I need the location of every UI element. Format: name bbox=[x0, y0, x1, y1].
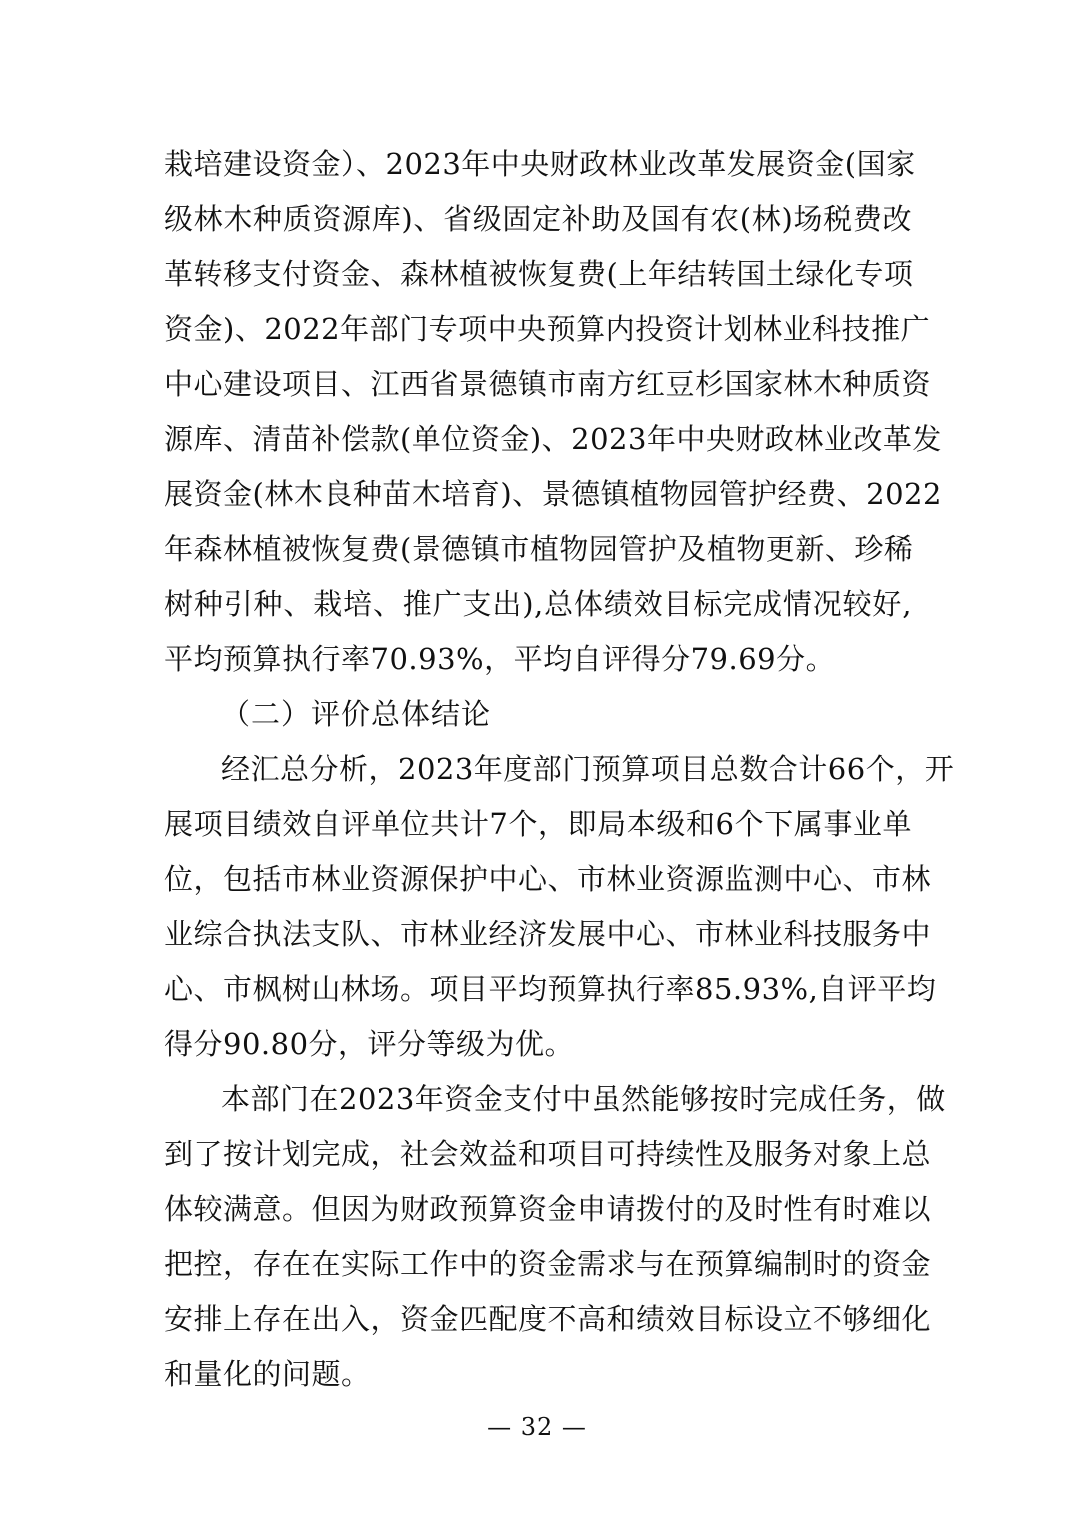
paragraph-line: 中心建设项目、江西省景德镇市南方红豆杉国家林木种质资 bbox=[164, 367, 932, 401]
paragraph-line: 革转移支付资金、森林植被恢复费(上年结转国土绿化专项 bbox=[164, 257, 914, 291]
paragraph-line: 平均预算执行率70.93%，平均自评得分79.69分。 bbox=[164, 642, 836, 676]
paragraph-line: 位，包括市林业资源保护中心、市林业资源监测中心、市林 bbox=[164, 862, 932, 896]
paragraph-line: 把控，存在在实际工作中的资金需求与在预算编制时的资金 bbox=[164, 1247, 932, 1281]
paragraph-line: 本部门在2023年资金支付中虽然能够按时完成任务，做 bbox=[221, 1082, 946, 1116]
paragraph-line: 经汇总分析，2023年度部门预算项目总数合计66个，开 bbox=[221, 752, 955, 786]
paragraph-line: 树种引种、栽培、推广支出),总体绩效目标完成情况较好, bbox=[164, 587, 912, 621]
page-number: — 32 — bbox=[487, 1413, 587, 1441]
paragraph-line: 心、市枫树山林场。项目平均预算执行率85.93%,自评平均 bbox=[164, 972, 937, 1006]
paragraph-line: 体较满意。但因为财政预算资金申请拨付的及时性有时难以 bbox=[164, 1192, 932, 1226]
paragraph-line: 安排上存在出入，资金匹配度不高和绩效目标设立不够细化 bbox=[164, 1302, 932, 1336]
paragraph-line: 资金)、2022年部门专项中央预算内投资计划林业科技推广 bbox=[164, 312, 931, 346]
paragraph-line: 展项目绩效自评单位共计7个，即局本级和6个下属事业单 bbox=[164, 807, 912, 841]
paragraph-line: 展资金(林木良种苗木培育)、景德镇植物园管护经费、2022 bbox=[164, 477, 942, 511]
paragraph-line: 年森林植被恢复费(景德镇市植物园管护及植物更新、珍稀 bbox=[164, 532, 914, 566]
section-heading: （二）评价总体结论 bbox=[221, 697, 492, 731]
paragraph-line: 业综合执法支队、市林业经济发展中心、市林业科技服务中 bbox=[164, 917, 932, 951]
paragraph-line: 源库、清苗补偿款(单位资金)、2023年中央财政林业改革发 bbox=[164, 422, 942, 456]
paragraph-line: 到了按计划完成，社会效益和项目可持续性及服务对象上总 bbox=[164, 1137, 932, 1171]
paragraph-line: 和量化的问题。 bbox=[164, 1357, 371, 1391]
paragraph-line: 得分90.80分，评分等级为优。 bbox=[164, 1027, 575, 1061]
paragraph-line: 栽培建设资金）、2023年中央财政林业改革发展资金(国家 bbox=[164, 147, 916, 181]
paragraph-line: 级林木种质资源库)、省级固定补助及国有农(林)场税费改 bbox=[164, 202, 912, 236]
